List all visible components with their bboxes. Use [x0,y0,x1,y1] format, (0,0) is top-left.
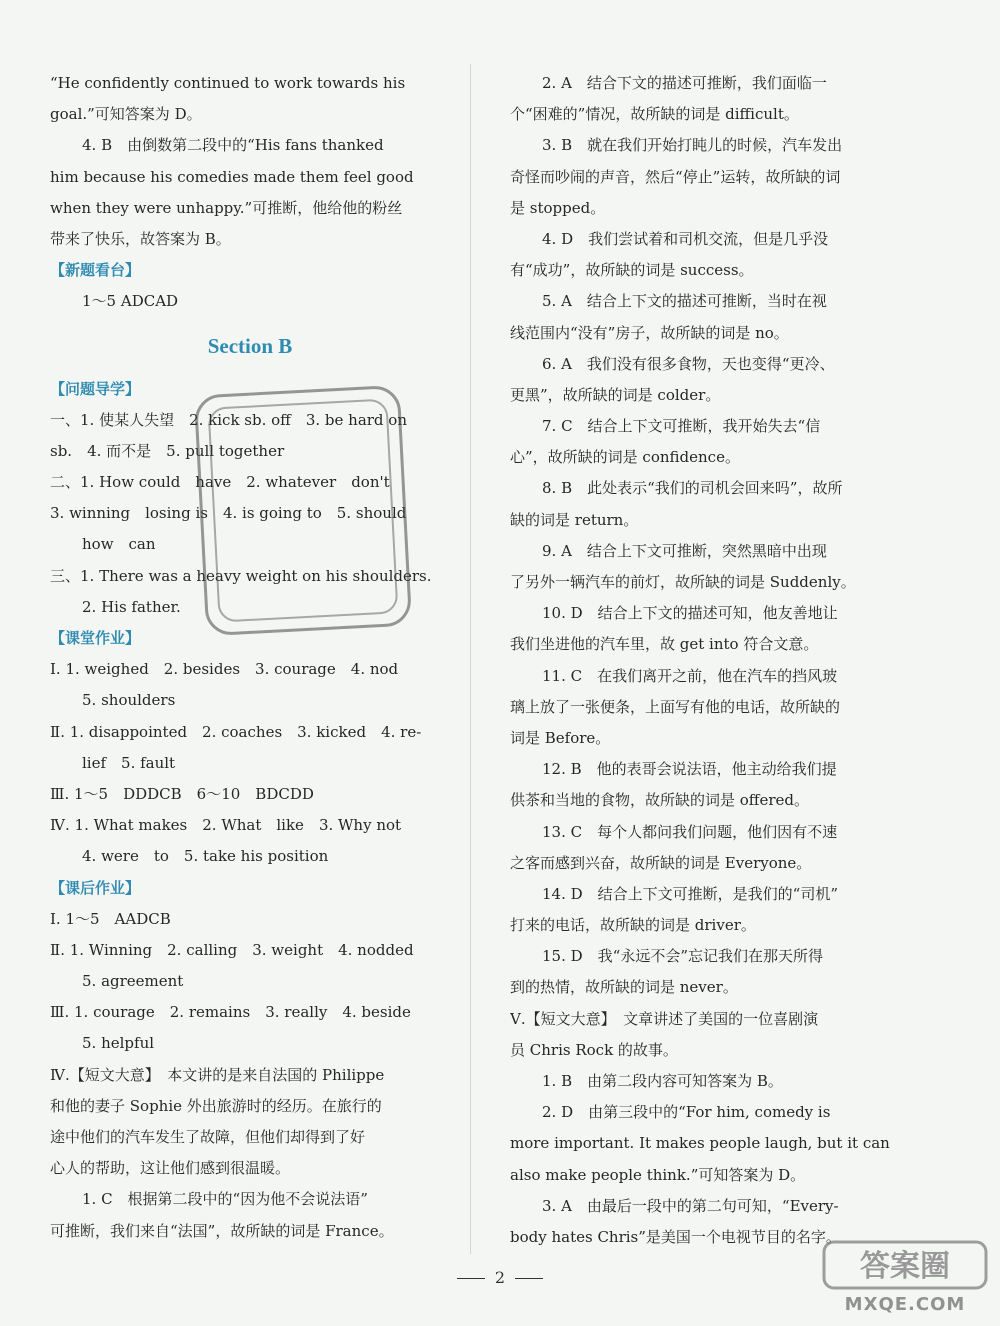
text-line: 4. were to 5. take his position [82,847,329,866]
text-line: 13. C 每个人都问我们问题，他们因有不速 [542,822,838,841]
svg-text:答案圈: 答案圈 [860,1249,950,1284]
text-line: 到的热情，故所缺的词是 never。 [510,978,738,997]
text-line: when they were unhappy.”可推断，他给他的粉丝 [50,198,403,217]
watermark [820,1238,990,1318]
text-line: 7. C 结合上下文可推断，我开始失去“信 [542,417,821,436]
page-number-text: 2 [494,1268,506,1287]
section-heading: 【课堂作业】 [50,629,141,647]
text-line: Ⅰ. 1. weighed 2. besides 3. courage 4. nod [50,660,399,679]
text-line: 璃上放了一张便条，上面写有他的电话，故所缺的 [510,697,841,716]
text-line: how can [82,535,156,554]
text-line: 可推断，我们来自“法国”，故所缺的词是 France。 [50,1221,394,1240]
section-heading: 【课后作业】 [50,878,141,897]
watermark-logo-icon [820,1238,990,1292]
text-line: 9. A 结合上下文可推断，突然黑暗中出现 [542,541,827,560]
text-line: 12. B 他的表哥会说法语，他主动给我们提 [542,760,837,779]
text-line: 二、1. How could have 2. whatever don't [50,473,390,492]
text-line: Ⅱ. 1. Winning 2. calling 3. weight 4. nodded [50,940,414,959]
text-line: 15. D 我“永远不会”忘记我们在那天所得 [542,947,823,966]
text-line: 途中他们的汽车发生了故障，但他们却得到了好 [50,1128,366,1146]
text-line: 我们坐进他的汽车里，故 get into 符合文意。 [510,635,819,654]
text-line: 心”，故所缺的词是 confidence。 [510,448,740,467]
text-line: 2. A 结合下文的描述可推断，我们面临一 [542,74,827,92]
text-line: 和他的妻子 Sophie 外出旅游时的经历。在旅行的 [50,1096,382,1115]
text-line: goal.”可知答案为 D。 [50,105,202,124]
text-line: 3. winning losing is 4. is going to 5. should [50,504,407,523]
text-line: sb. 4. 而不是 5. pull together [50,441,285,460]
text-line: 有“成功”，故所缺的词是 success。 [510,261,754,280]
text-line: 词是 Before。 [510,728,611,747]
text-line: 5. A 结合上下文的描述可推断，当时在视 [542,292,827,311]
text-line: 带来了快乐，故答案为 B。 [50,229,231,248]
section-title: Section B [207,333,293,358]
text-line: 6. A 我们没有很多食物，天也变得“更冷、 [542,354,835,373]
column-divider [470,64,471,1254]
text-line: 11. C 在我们离开之前，他在汽车的挡风玻 [542,666,838,685]
watermark-url: MXQE.COM [844,1294,966,1315]
text-line: Ⅳ. 1. What makes 2. What like 3. Why not [50,816,402,835]
text-line: Ⅲ. 1～5 DDDCB 6～10 BDCDD [50,784,314,803]
text-line: him because his comedies made them feel good [50,167,414,186]
text-line: Ⅱ. 1. disappointed 2. coaches 3. kicked 4. re- [50,722,422,741]
text-line: 3. B 就在我们开始打盹儿的时候，汽车发出 [542,136,843,155]
text-line: 2. His father. [82,597,181,616]
text-line: Ⅲ. 1. courage 2. remains 3. really 4. beside [50,1003,411,1022]
right-column [510,68,910,1253]
text-line: 1～5 ADCAD [82,292,179,311]
text-line: 8. B 此处表示“我们的司机会回来吗”，故所 [542,479,843,498]
text-line: 1. C 根据第二段中的“因为他不会说法语” [82,1190,368,1209]
text-line: 奇怪而吵闹的声音，然后“停止”运转，故所缺的词 [510,167,841,186]
text-line: 14. D 结合上下文可推断，是我们的“司机” [542,884,838,903]
section-heading: 【新题看台】 [50,261,141,280]
text-line: 三、1. There was a heavy weight on his shoulders. [50,566,432,585]
text-line: 10. D 结合上下文的描述可知，他友善地让 [542,604,838,623]
text-line: more important. It makes people laugh, but it can [510,1134,890,1153]
text-line: 员 Chris Rock 的故事。 [510,1040,678,1059]
text-line: 4. D 我们尝试着和司机交流，但是几乎没 [542,229,829,248]
text-line: 个“困难的”情况，故所缺的词是 difficult。 [510,105,799,124]
text-line: 4. B 由倒数第二段中的“His fans thanked [82,136,384,155]
text-line: body hates Chris”是美国一个电视节目的名字。 [510,1227,841,1246]
text-line: Ⅰ. 1～5 AADCB [50,909,171,928]
text-line: 供茶和当地的食物，故所缺的词是 offered。 [510,791,809,810]
left-column [50,68,450,1247]
text-line: 线范围内“没有”房子，故所缺的词是 no。 [510,323,789,342]
text-line: “He confidently continued to work towards his [50,74,406,92]
text-line: 缺的词是 return。 [510,510,639,529]
text-line: 之客而感到兴奋，故所缺的词是 Everyone。 [510,853,812,872]
text-line: Ⅳ.【短文大意】 本文讲的是来自法国的 Philippe [50,1065,385,1084]
section-heading: 【问题导学】 [50,379,141,398]
text-line: 2. D 由第三段中的“For him, comedy is [542,1103,831,1122]
text-line: 5. agreement [82,972,184,991]
text-line: 更黑”，故所缺的词是 colder。 [510,385,721,404]
text-line: 1. B 由第二段内容可知答案为 B。 [542,1072,783,1090]
text-line: 一、1. 使某人失望 2. kick sb. off 3. be hard on [50,410,407,429]
text-line: also make people think.”可知答案为 D。 [510,1165,806,1184]
stamp-seal [194,385,412,636]
text-line: 打来的电话，故所缺的词是 driver。 [510,916,756,935]
text-line: 3. A 由最后一段中的第二句可知，“Every- [542,1196,839,1215]
text-line: lief 5. fault [82,753,176,772]
text-line: 了另外一辆汽车的前灯，故所缺的词是 Suddenly。 [510,573,856,591]
text-line: 心人的帮助，这让他们感到很温暖。 [50,1159,291,1178]
text-line: 5. shoulders [82,691,176,710]
text-line: 5. helpful [82,1034,155,1053]
text-line: Ⅴ.【短文大意】 文章讲述了美国的一位喜剧演 [510,1009,819,1028]
text-line: 是 stopped。 [510,198,606,217]
